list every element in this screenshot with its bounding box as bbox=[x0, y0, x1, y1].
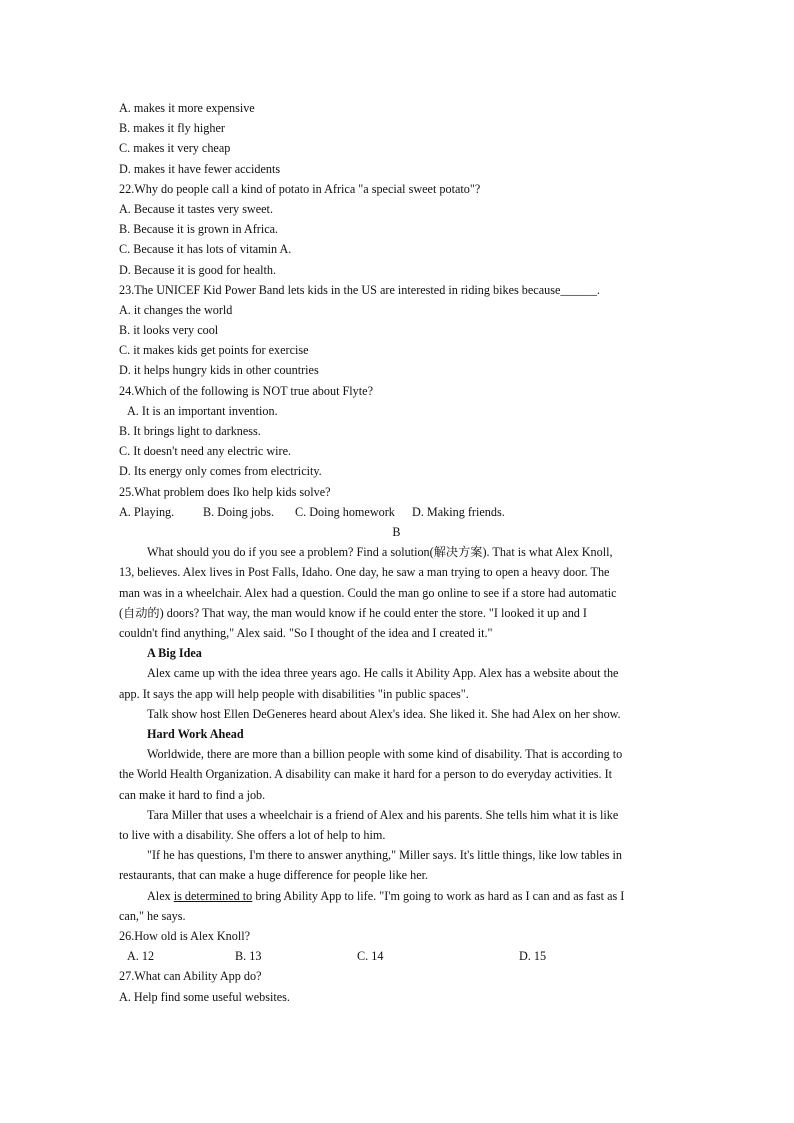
q23-option-d: D. it helps hungry kids in other countries bbox=[119, 363, 319, 378]
q24-option-a: A. It is an important invention. bbox=[127, 403, 278, 418]
q26-option-b: B. 13 bbox=[235, 949, 262, 964]
heading-hard-work: Hard Work Ahead bbox=[147, 726, 244, 741]
q25-option-b: B. Doing jobs. bbox=[203, 504, 275, 519]
passage-p1-line5: couldn't find anything," Alex said. "So I thought of the idea and I created it." bbox=[119, 625, 493, 640]
exam-page bbox=[119, 98, 674, 1007]
q22-option-b: B. Because it is grown in Africa. bbox=[119, 222, 279, 237]
q22-option-d: D. Because it is good for health. bbox=[119, 262, 277, 277]
q24-option-b: B. It brings light to darkness. bbox=[119, 424, 261, 438]
q22-option-a: A. Because it tastes very sweet. bbox=[119, 201, 273, 216]
q21-option-d: D. makes it have fewer accidents bbox=[119, 161, 281, 176]
q22-option-c: C. Because it has lots of vitamin A. bbox=[119, 242, 292, 257]
passage-p6-line2: restaurants, that can make a huge difference for people like her. bbox=[119, 868, 429, 883]
passage-p7-post: bring Ability App to life. "I'm going to work as hard as I can and as fast as I bbox=[252, 888, 625, 903]
q23-option-b: B. it looks very cool bbox=[119, 323, 219, 338]
passage-p4-line1: Worldwide, there are more than a billion people with some kind of disability. That is according to bbox=[147, 747, 623, 762]
passage-p1-line2: 13, believes. Alex lives in Post Falls, Idaho. One day, he saw a man trying to open a heavy door. The bbox=[119, 565, 610, 580]
q23-option-a: A. it changes the world bbox=[119, 302, 233, 317]
section-b-label: B bbox=[392, 524, 401, 539]
q24-question: 24.Which of the following is NOT true about Flyte? bbox=[119, 383, 373, 398]
passage-p1-line3: man was in a wheelchair. Alex had a question. Could the man go online to see if a store had automatic bbox=[119, 585, 617, 600]
q25-option-d: D. Making friends. bbox=[412, 504, 505, 519]
q21-option-b: B. makes it fly higher bbox=[119, 121, 225, 136]
q26-option-c: C. 14 bbox=[357, 949, 384, 964]
passage-p1-line4: (自动的) doors? That way, the man would know if he could enter the store. "I looked it up and I bbox=[119, 605, 587, 620]
q25-question: 25.What problem does Iko help kids solve? bbox=[119, 484, 331, 499]
passage-p7-line2: can," he says. bbox=[119, 908, 186, 923]
passage-p2-line2: app. It says the app will help people with disabilities "in public spaces". bbox=[119, 686, 469, 701]
passage-p6-line1: "If he has questions, I'm there to answer anything," Miller says. It's little things, like low tables in bbox=[147, 848, 623, 863]
passage-p1-line1: What should you do if you see a problem? Find a solution(解决方案). That is what Alex Knoll, bbox=[147, 545, 613, 560]
q26-option-d: D. 15 bbox=[519, 949, 547, 964]
q24-option-c: C. It doesn't need any electric wire. bbox=[119, 444, 292, 459]
q21-option-a: A. makes it more expensive bbox=[119, 101, 255, 115]
q23-question: 23.The UNICEF Kid Power Band lets kids in the US are interested in riding bikes because______. bbox=[119, 282, 600, 297]
q24-option-d: D. Its energy only comes from electricity. bbox=[119, 464, 322, 479]
q21-option-c: C. makes it very cheap bbox=[119, 141, 231, 156]
q23-option-c: C. it makes kids get points for exercise bbox=[119, 343, 309, 358]
passage-p5-line2: to live with a disability. She offers a lot of help to him. bbox=[119, 827, 386, 842]
q25-option-c: C. Doing homework bbox=[295, 504, 395, 519]
underlined-phrase: is determined to bbox=[173, 888, 253, 903]
q25-options bbox=[119, 502, 674, 522]
passage-p4-line2: the World Health Organization. A disability can make it hard for a person to do everyday activities. It bbox=[119, 767, 613, 782]
passage-p2-line1: Alex came up with the idea three years ago. He calls it Ability App. Alex has a website about the bbox=[147, 666, 619, 681]
passage-p7-line1 bbox=[119, 886, 674, 906]
passage-p3: Talk show host Ellen DeGeneres heard about Alex's idea. She liked it. She had Alex on her show. bbox=[147, 706, 621, 721]
q26-option-a: A. 12 bbox=[127, 949, 155, 964]
passage-p7-pre: Alex bbox=[147, 888, 174, 903]
heading-big-idea: A Big Idea bbox=[147, 646, 202, 661]
q27-option-a: A. Help find some useful websites. bbox=[119, 989, 290, 1004]
q22-question: 22.Why do people call a kind of potato in Africa "a special sweet potato"? bbox=[119, 181, 481, 196]
q26-options bbox=[119, 946, 674, 966]
q26-question: 26.How old is Alex Knoll? bbox=[119, 928, 251, 943]
passage-p4-line3: can make it hard to find a job. bbox=[119, 787, 266, 802]
q25-option-a: A. Playing. bbox=[119, 504, 175, 519]
q27-question: 27.What can Ability App do? bbox=[119, 969, 262, 984]
passage-p5-line1: Tara Miller that uses a wheelchair is a friend of Alex and his parents. She tells him what it is like bbox=[147, 807, 619, 822]
